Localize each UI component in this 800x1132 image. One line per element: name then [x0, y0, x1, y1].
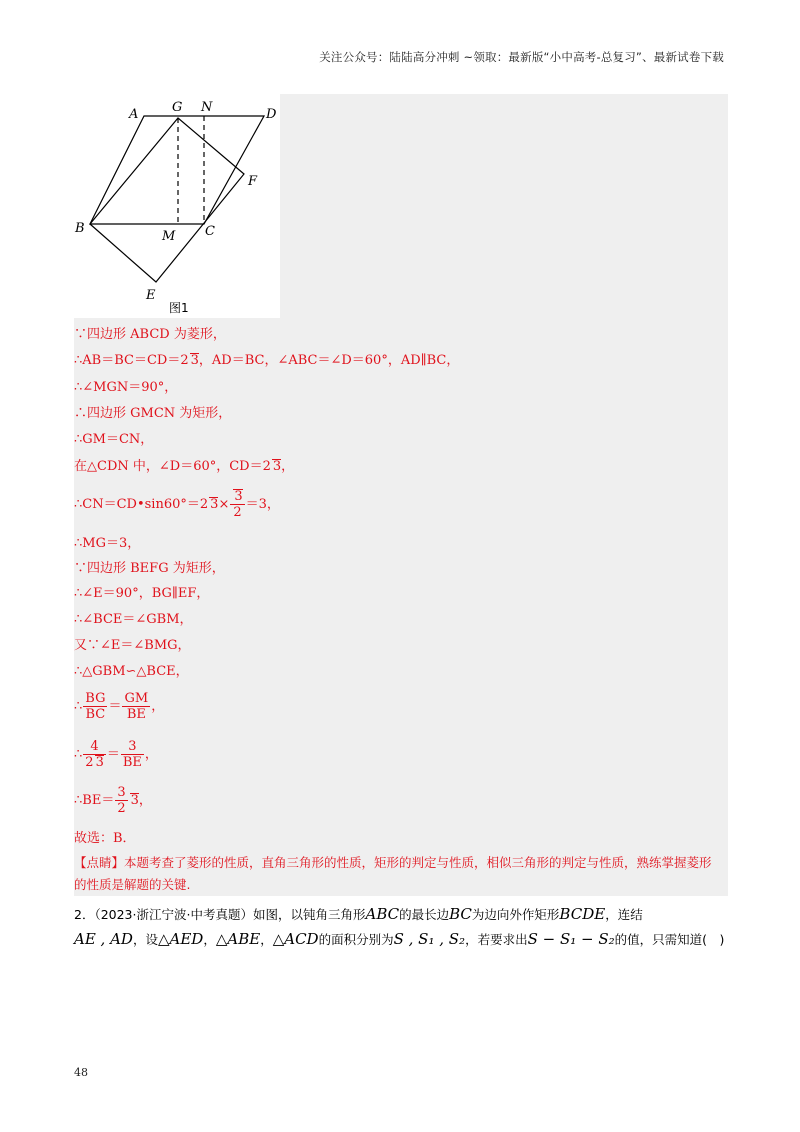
- rectangle-befg: [90, 118, 244, 282]
- label-b: B: [75, 221, 85, 236]
- solution-line-14: ∴ $\frac{BG}{BC}$ ＝ $\frac{GM}{BE}$ ，: [74, 691, 165, 722]
- solution-line-4: ∴四边形 GMCN 为矩形，: [74, 406, 232, 421]
- figure-caption: 图1: [169, 301, 189, 315]
- solution-line-2: ∴AB＝BC＝CD＝2 3，AD＝BC，∠ABC＝∠D＝60°，AD∥BC，: [74, 353, 460, 368]
- label-d: D: [266, 107, 277, 122]
- solution-line-8: ∴MG＝3，: [74, 536, 141, 551]
- solution-line-12: 又∵∠E＝∠BMG，: [74, 638, 191, 653]
- question-2: 2．（2023·浙江宁波·中考真题）如图，以钝角三角形ABC的最长边BC为边向外作矩形BCDE，连结 AE , AD，设△AED，△ABE，△ACD的面积分别为S , S₁ , S₂，若要求出S − S₁ − S₂的值，只需知道( ): [74, 905, 725, 948]
- label-g: G: [172, 100, 183, 115]
- geometry-figure: [74, 94, 280, 318]
- solution-line-11: ∴∠BCE＝∠GBM，: [74, 612, 193, 627]
- solution-line-1: ∵四边形 ABCD 为菱形，: [74, 327, 226, 342]
- rhombus-diagram: [74, 94, 280, 318]
- solution-line-13: ∴△GBM∽△BCE，: [74, 664, 189, 679]
- solution-line-15: ∴ $\frac{4}{2 3}$ ＝ $\frac{3}{BE}$ ，: [74, 739, 158, 770]
- solution-line-10: ∴∠E＝90°，BG∥EF，: [74, 586, 210, 601]
- label-m: M: [162, 229, 176, 244]
- comment-tag: 【点睛】: [74, 855, 125, 870]
- label-e: E: [146, 288, 156, 303]
- solution-line-3: ∴∠MGN＝90°，: [74, 380, 178, 395]
- page-header: 关注公众号：陆陆高分冲刺 ~领取：最新版“小中高考-总复习”、最新试卷下载: [319, 50, 724, 64]
- label-f: F: [248, 174, 258, 189]
- solution-line-16: ∴BE＝ $\frac{3}{2}$ 3，: [74, 785, 152, 816]
- page-number: 48: [74, 1066, 88, 1079]
- label-n: N: [201, 100, 213, 115]
- comment-text: 本题考查了菱形的性质，直角三角形的性质，矩形的判定与性质，相似三角形的判定与性质，熟练掌握菱形的性质是解题的关键.: [74, 855, 712, 892]
- solution-answer: 故选：B．: [74, 831, 136, 846]
- solution-line-9: ∵四边形 BEFG 为矩形，: [74, 561, 225, 576]
- rhombus-abcd: [90, 116, 264, 224]
- label-c: C: [205, 224, 215, 239]
- solution-line-7: ∴CN＝CD•sin60°＝2 3× $\frac{3}{2}$ ＝3，: [74, 489, 280, 520]
- label-a: A: [129, 107, 139, 122]
- comment-note: [74, 852, 724, 896]
- solution-line-6: 在△CDN 中，∠D＝60°，CD＝2 3，: [74, 459, 295, 474]
- solution-line-5: ∴GM＝CN，: [74, 432, 154, 447]
